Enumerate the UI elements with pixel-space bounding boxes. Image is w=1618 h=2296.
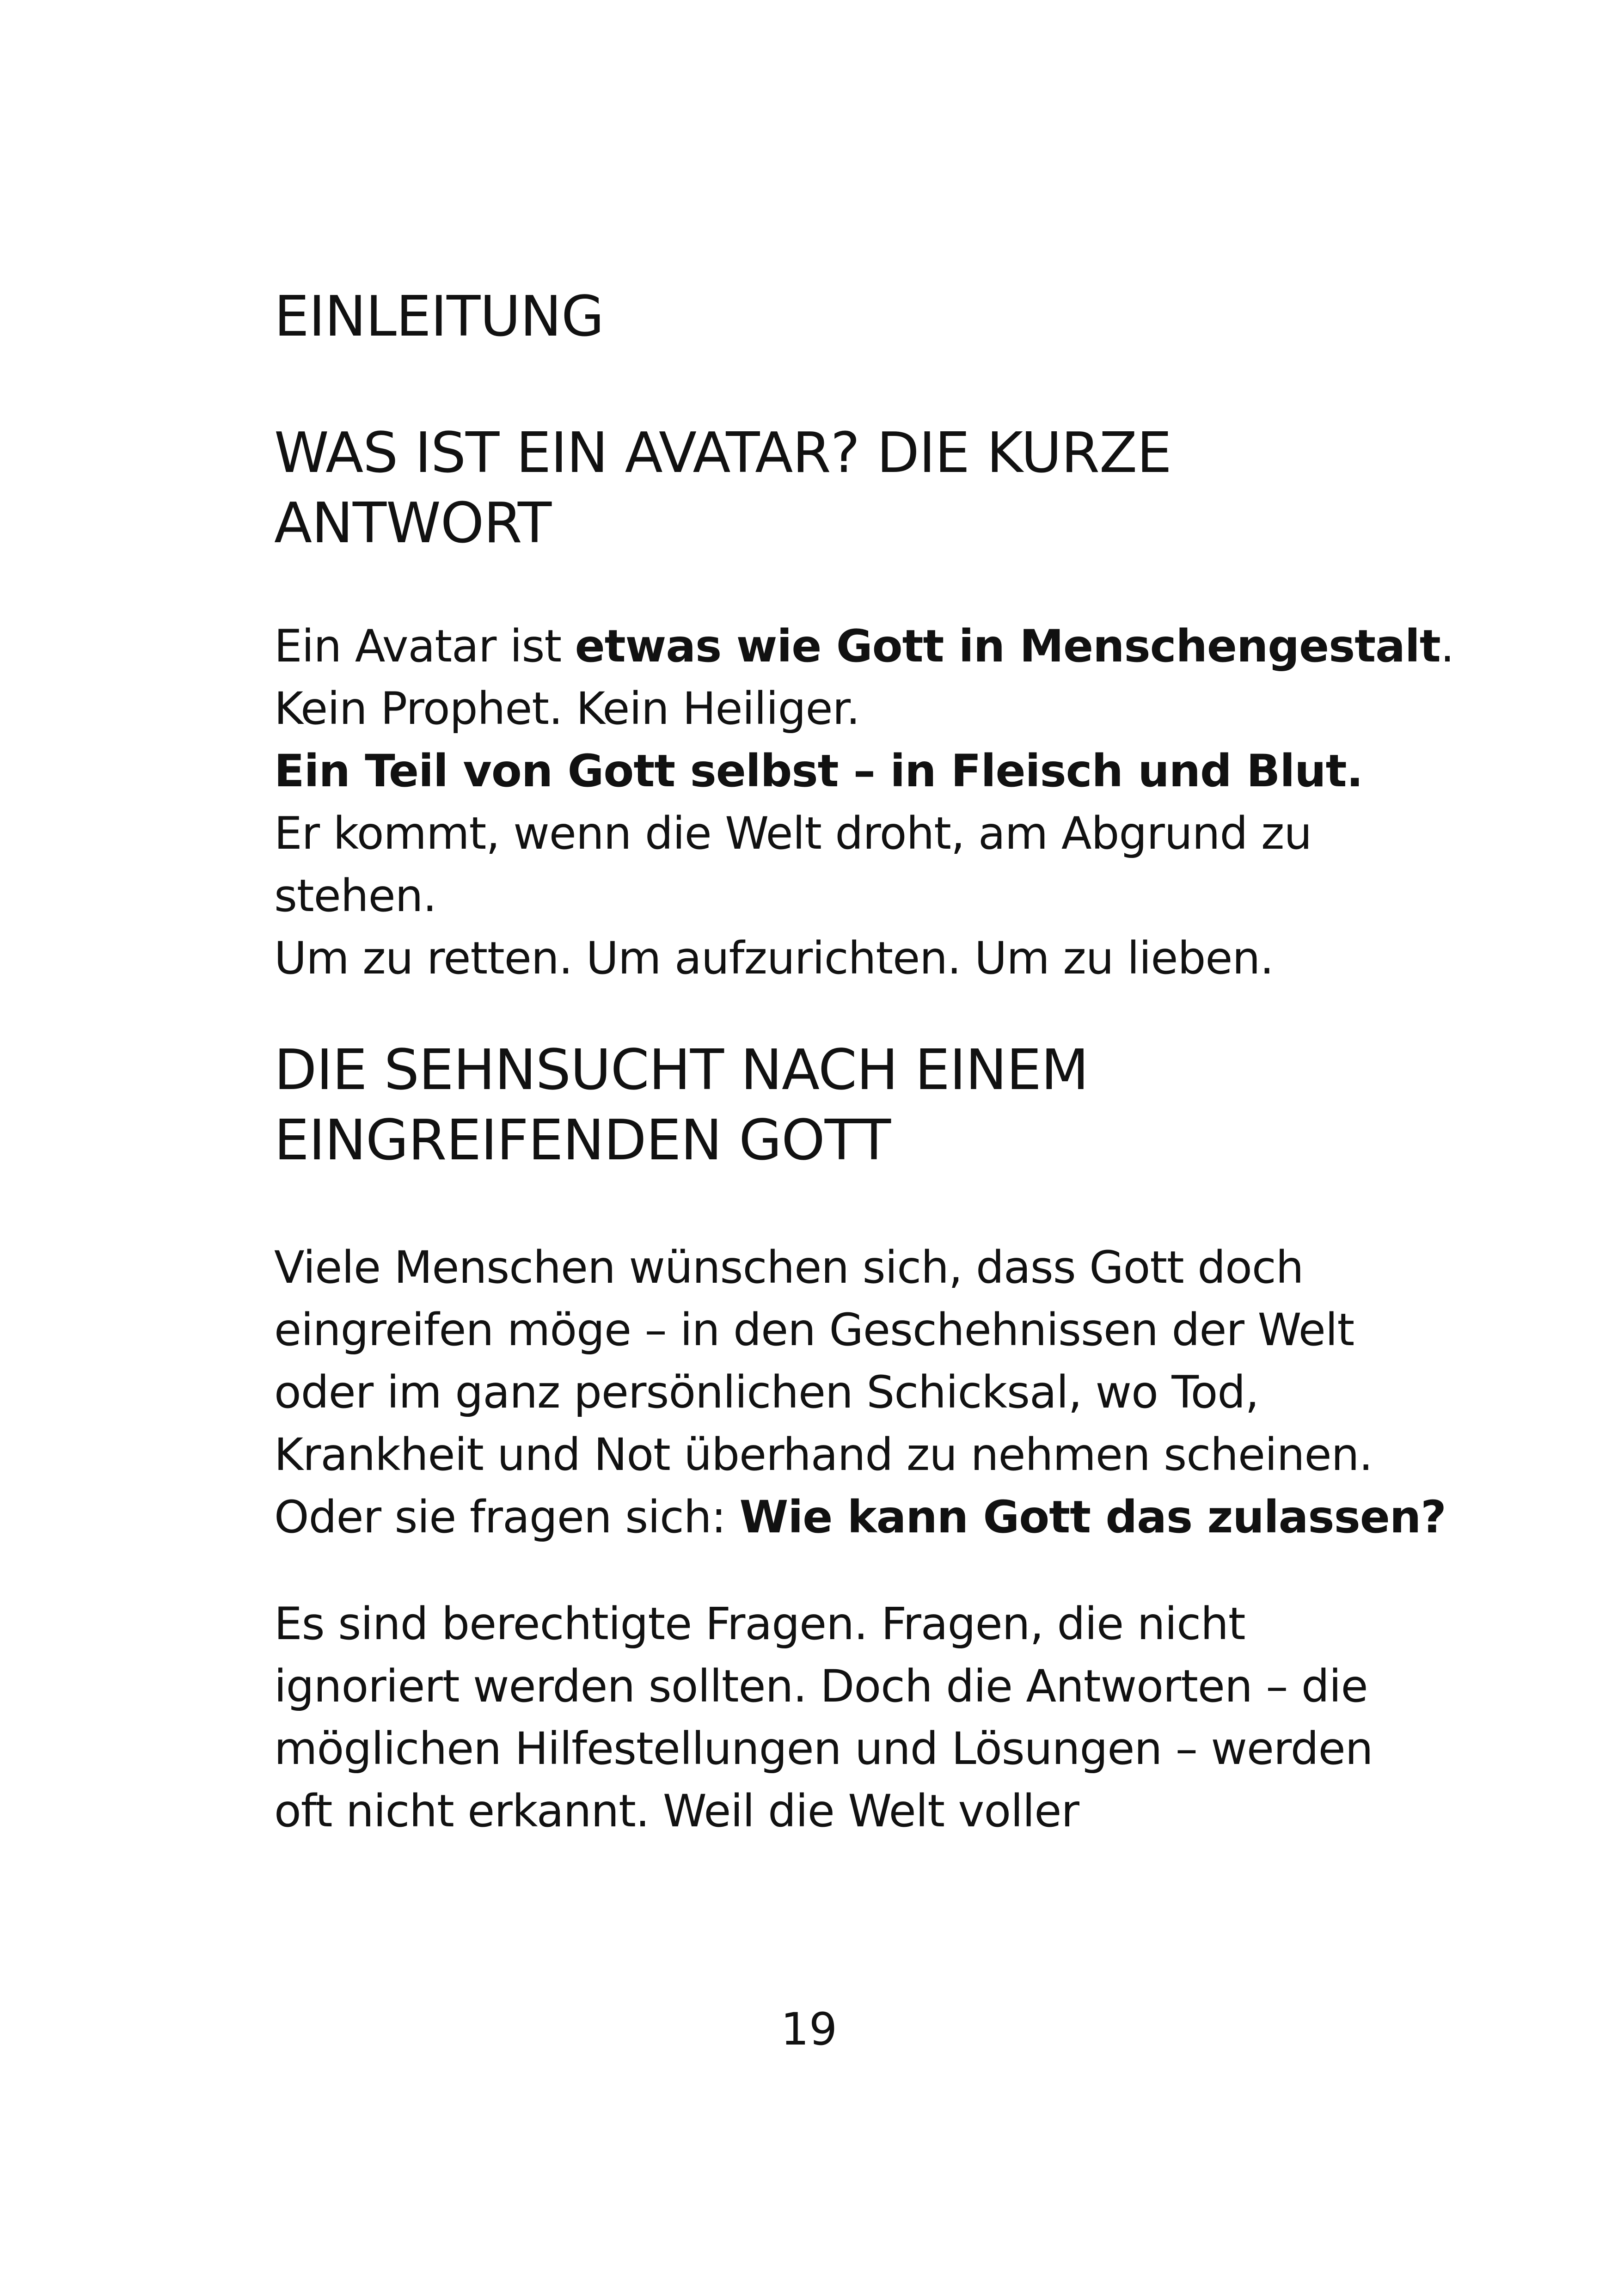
text-run: .: [1440, 620, 1454, 672]
text-run: Ein Avatar ist: [274, 620, 575, 672]
bold-text-run: etwas wie Gott in Menschengestalt: [575, 620, 1440, 672]
text-run: Oder sie fragen sich:: [274, 1491, 740, 1543]
text-line: Es sind berechtigte Fragen. Fragen, die nicht: [274, 1598, 1245, 1650]
heading-was-ist-ein-avatar: [274, 418, 1291, 559]
text-line: oft nicht erkannt. Weil die Welt voller: [274, 1785, 1079, 1837]
bold-text-line: Ein Teil von Gott selbst – in Fleisch und Blut.: [274, 745, 1363, 797]
text-line: stehen.: [274, 870, 436, 922]
paragraph-sehnsucht: [274, 1237, 1446, 1549]
text-line: möglichen Hilfestellungen und Lösungen – werden: [274, 1723, 1373, 1775]
heading-line: ANTWORT: [274, 491, 552, 556]
text-line: ignoriert werden sollten. Doch die Antworten – die: [274, 1660, 1368, 1712]
heading-line: DIE SEHNSUCHT NACH EINEM: [274, 1038, 1089, 1102]
heading-line: WAS IST EIN AVATAR? DIE KURZE: [274, 421, 1171, 485]
text-line: [274, 615, 1454, 678]
heading-sehnsucht: [274, 1035, 1291, 1176]
text-line: oder im ganz persönlichen Schicksal, wo Tod,: [274, 1366, 1259, 1418]
heading-einleitung: [274, 282, 604, 352]
paragraph-avatar-definition: [274, 615, 1454, 990]
text-line: Er kommt, wenn die Welt droht, am Abgrund zu: [274, 808, 1312, 859]
text-line: Krankheit und Not überhand zu nehmen scheinen.: [274, 1429, 1373, 1481]
text-line: Kein Prophet. Kein Heiliger.: [274, 683, 860, 735]
text-line: [274, 1486, 1446, 1549]
heading-line: EINLEITUNG: [274, 285, 604, 349]
text-line: eingreifen möge – in den Geschehnissen der Welt: [274, 1304, 1354, 1356]
bold-text-run: Wie kann Gott das zulassen?: [739, 1491, 1446, 1543]
page-number: 19: [780, 2003, 838, 2055]
text-line: Viele Menschen wünschen sich, dass Gott doch: [274, 1242, 1304, 1293]
text-line: Um zu retten. Um aufzurichten. Um zu lieben.: [274, 932, 1274, 984]
heading-line: EINGREIFENDEN GOTT: [274, 1108, 891, 1173]
paragraph-berechtigte-fragen: [274, 1593, 1393, 1843]
